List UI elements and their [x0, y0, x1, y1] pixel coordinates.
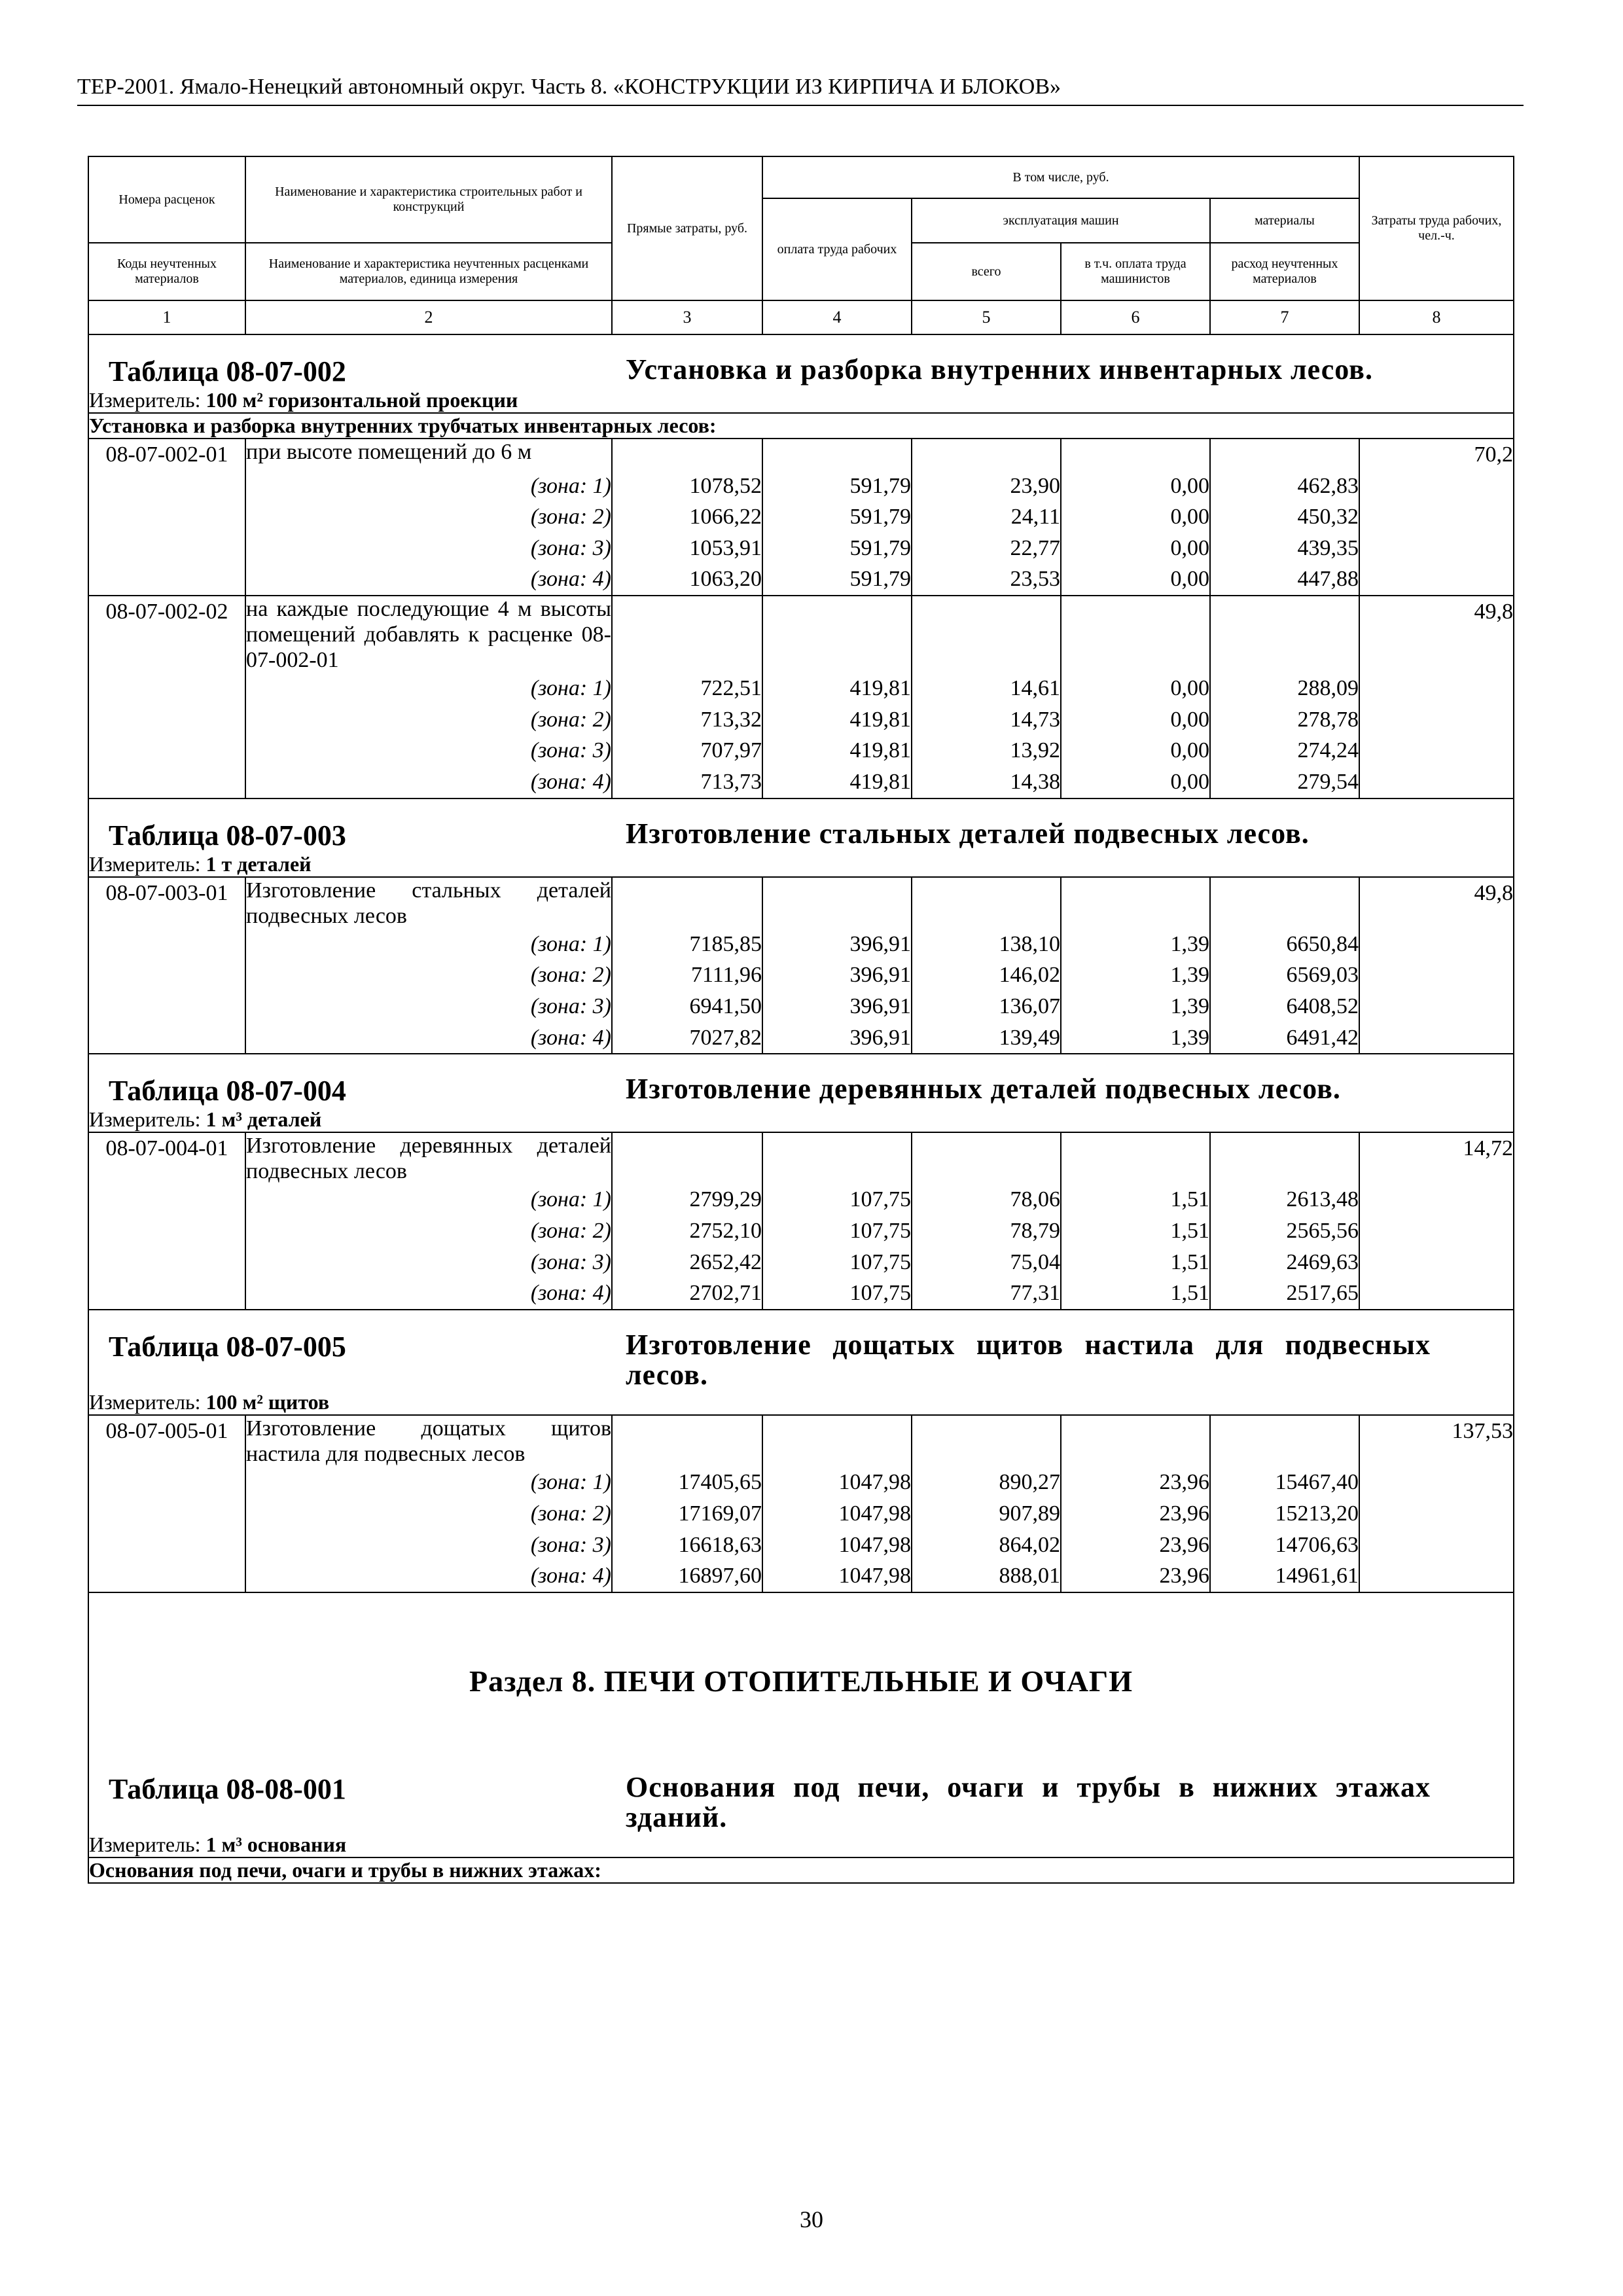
empty-cell	[88, 471, 245, 502]
machines-cost: 138,10	[912, 929, 1061, 960]
unit-value: 1 м³ деталей	[205, 1107, 322, 1132]
machines-cost: 75,04	[912, 1247, 1061, 1278]
table-title-line	[89, 816, 1513, 852]
col-materials-header: материалы	[1210, 198, 1359, 243]
empty-cell	[1359, 1278, 1514, 1310]
col-direct-costs-header: Прямые затраты, руб.	[612, 156, 762, 300]
empty-cell	[1061, 596, 1210, 673]
materials-cost: 15467,40	[1210, 1467, 1359, 1498]
rate-description: на каждые последующие 4 м высоты помещений добавлять к расценке 08-07-002-01	[246, 596, 611, 673]
wages-cost: 107,75	[762, 1215, 912, 1247]
col-number: 5	[912, 300, 1061, 334]
materials-cost: 462,83	[1210, 471, 1359, 502]
zone-label: (зона: 3)	[245, 1530, 612, 1561]
empty-cell	[1359, 1530, 1514, 1561]
wages-cost: 419,81	[762, 673, 912, 704]
table-unit	[88, 852, 1514, 877]
col-number: 3	[612, 300, 762, 334]
empty-cell	[88, 1467, 245, 1498]
empty-cell	[1359, 564, 1514, 596]
col-number: 2	[245, 300, 612, 334]
zone-label: (зона: 3)	[245, 1247, 612, 1278]
drivers-cost: 1,51	[1061, 1247, 1210, 1278]
empty-cell	[88, 501, 245, 533]
table-unit	[88, 1390, 1514, 1415]
unit-value: 100 м² горизонтальной проекции	[205, 388, 518, 412]
table-title	[88, 1327, 1514, 1390]
col-number: 6	[1061, 300, 1210, 334]
empty-cell	[762, 877, 912, 929]
empty-cell	[1359, 960, 1514, 991]
direct-cost: 17169,07	[612, 1498, 762, 1530]
materials-cost: 6491,42	[1210, 1022, 1359, 1054]
empty-cell	[88, 1530, 245, 1561]
col-number: 1	[88, 300, 245, 334]
wages-cost: 591,79	[762, 564, 912, 596]
machines-cost: 146,02	[912, 960, 1061, 991]
direct-cost: 1053,91	[612, 533, 762, 564]
materials-cost: 288,09	[1210, 673, 1359, 704]
empty-cell	[1359, 673, 1514, 704]
table-number: Таблица 08-07-004	[109, 1075, 346, 1107]
wages-cost: 396,91	[762, 960, 912, 991]
table-number: Таблица 08-08-001	[109, 1772, 346, 1805]
machines-cost: 23,90	[912, 471, 1061, 502]
col-drivers-wages-header: в т.ч. оплата труда машинистов	[1061, 243, 1210, 300]
table-name: Изготовление деревянных деталей подвесных лесов.	[626, 1073, 1341, 1105]
direct-cost: 7185,85	[612, 929, 762, 960]
col-material-codes-header: Коды неучтенных материалов	[88, 243, 245, 300]
materials-cost: 274,24	[1210, 735, 1359, 766]
materials-cost: 278,78	[1210, 704, 1359, 736]
table-title-line	[89, 1770, 1513, 1833]
machines-cost: 14,73	[912, 704, 1061, 736]
machines-cost: 139,49	[912, 1022, 1061, 1054]
zone-label: (зона: 4)	[245, 1022, 612, 1054]
unit-label: Измеритель:	[89, 1833, 201, 1857]
zone-label: (зона: 4)	[245, 564, 612, 596]
direct-cost: 6941,50	[612, 991, 762, 1022]
empty-cell	[762, 1415, 912, 1467]
table-title-line	[89, 352, 1513, 388]
machines-cost: 77,31	[912, 1278, 1061, 1310]
materials-cost: 6650,84	[1210, 929, 1359, 960]
machines-cost: 888,01	[912, 1560, 1061, 1592]
wages-cost: 419,81	[762, 704, 912, 736]
direct-cost: 16618,63	[612, 1530, 762, 1561]
drivers-cost: 0,00	[1061, 471, 1210, 502]
materials-cost: 6569,03	[1210, 960, 1359, 991]
table-title	[88, 816, 1514, 852]
direct-cost: 1066,22	[612, 501, 762, 533]
zone-label: (зона: 2)	[245, 501, 612, 533]
labor-cost: 137,53	[1359, 1415, 1514, 1467]
rate-description: при высоте помещений до 6 м	[245, 439, 612, 471]
empty-cell	[1359, 1247, 1514, 1278]
drivers-cost: 0,00	[1061, 673, 1210, 704]
zone-label: (зона: 4)	[245, 1278, 612, 1310]
table-unit	[88, 388, 1514, 413]
rate-code: 08-07-004-01	[88, 1132, 245, 1184]
empty-cell	[1359, 1022, 1514, 1054]
empty-cell	[88, 1215, 245, 1247]
labor-cost: 49,8	[1359, 877, 1514, 929]
empty-cell	[912, 439, 1061, 471]
unit-value: 100 м² щитов	[205, 1390, 330, 1414]
wages-cost: 396,91	[762, 1022, 912, 1054]
empty-cell	[88, 1184, 245, 1215]
empty-cell	[88, 533, 245, 564]
empty-cell	[88, 1022, 245, 1054]
empty-cell	[1359, 533, 1514, 564]
table-subheading: Основания под печи, очаги и трубы в нижних этажах:	[88, 1857, 1514, 1883]
empty-cell	[912, 877, 1061, 929]
table-title	[88, 352, 1514, 388]
empty-cell	[88, 1560, 245, 1592]
empty-cell	[1359, 1215, 1514, 1247]
col-machines-total-header: всего	[912, 243, 1061, 300]
direct-cost: 2702,71	[612, 1278, 762, 1310]
direct-cost: 1078,52	[612, 471, 762, 502]
empty-cell	[88, 960, 245, 991]
zone-label: (зона: 3)	[245, 533, 612, 564]
table-number: Таблица 08-07-003	[109, 819, 346, 852]
drivers-cost: 1,39	[1061, 1022, 1210, 1054]
drivers-cost: 0,00	[1061, 564, 1210, 596]
drivers-cost: 0,00	[1061, 704, 1210, 736]
wages-cost: 1047,98	[762, 1560, 912, 1592]
wages-cost: 107,75	[762, 1278, 912, 1310]
empty-cell	[762, 439, 912, 471]
unit-label: Измеритель:	[89, 1107, 201, 1132]
zone-label: (зона: 3)	[245, 991, 612, 1022]
table-unit	[88, 1833, 1514, 1857]
col-labor-costs-header: Затраты труда рабочих, чел.-ч.	[1359, 156, 1514, 300]
machines-cost: 78,79	[912, 1215, 1061, 1247]
materials-cost: 2613,48	[1210, 1184, 1359, 1215]
col-material-names-header: Наименование и характеристика неучтенных расценками материалов, единица измерения	[245, 243, 612, 300]
rate-description: Изготовление деревянных деталей подвесных лесов	[246, 1134, 611, 1184]
materials-cost: 447,88	[1210, 564, 1359, 596]
zone-label: (зона: 1)	[245, 471, 612, 502]
table-title-line	[89, 1327, 1513, 1390]
page-header: ТЕР-2001. Ямало-Ненецкий автономный округ. Часть 8. «КОНСТРУКЦИИ ИЗ КИРПИЧА И БЛОКОВ»	[77, 75, 1524, 106]
zone-label: (зона: 2)	[245, 1498, 612, 1530]
unit-label: Измеритель:	[89, 852, 201, 876]
table-title	[88, 1071, 1514, 1107]
spacer-cell	[88, 334, 1514, 352]
empty-cell	[612, 877, 762, 929]
wages-cost: 396,91	[762, 991, 912, 1022]
empty-cell	[1359, 929, 1514, 960]
col-machines-header: эксплуатация машин	[912, 198, 1210, 243]
empty-cell	[912, 1415, 1061, 1467]
table-name: Изготовление дощатых щитов настила для подвесных лесов.	[626, 1328, 1431, 1391]
zone-label: (зона: 1)	[245, 1184, 612, 1215]
drivers-cost: 0,00	[1061, 533, 1210, 564]
spacer-cell	[88, 799, 1514, 816]
empty-cell	[88, 1498, 245, 1530]
empty-cell	[1359, 1560, 1514, 1592]
materials-cost: 2517,65	[1210, 1278, 1359, 1310]
unit-value: 1 т деталей	[205, 852, 312, 876]
empty-cell	[88, 1247, 245, 1278]
wages-cost: 1047,98	[762, 1467, 912, 1498]
direct-cost: 17405,65	[612, 1467, 762, 1498]
empty-cell	[88, 766, 245, 798]
rate-code: 08-07-005-01	[88, 1415, 245, 1467]
table-name: Изготовление стальных деталей подвесных лесов.	[626, 817, 1310, 850]
empty-cell	[88, 929, 245, 960]
drivers-cost: 1,51	[1061, 1278, 1210, 1310]
wages-cost: 1047,98	[762, 1498, 912, 1530]
rate-description: Изготовление дощатых щитов настила для подвесных лесов	[246, 1416, 611, 1467]
empty-cell	[88, 673, 245, 704]
empty-cell	[88, 991, 245, 1022]
zone-label: (зона: 4)	[245, 766, 612, 798]
col-wages-header: оплата труда рабочих	[762, 198, 912, 300]
empty-cell	[1359, 735, 1514, 766]
direct-cost: 2752,10	[612, 1215, 762, 1247]
empty-cell	[612, 439, 762, 471]
rate-code: 08-07-003-01	[88, 877, 245, 929]
empty-cell	[1061, 877, 1210, 929]
rate-code: 08-07-002-02	[88, 596, 245, 673]
direct-cost: 722,51	[612, 673, 762, 704]
drivers-cost: 1,51	[1061, 1184, 1210, 1215]
drivers-cost: 23,96	[1061, 1498, 1210, 1530]
machines-cost: 24,11	[912, 501, 1061, 533]
page-number: 30	[800, 2206, 823, 2233]
materials-cost: 14961,61	[1210, 1560, 1359, 1592]
table-number: Таблица 08-07-002	[109, 355, 346, 387]
col-number: 7	[1210, 300, 1359, 334]
direct-cost: 713,73	[612, 766, 762, 798]
table-subheading: Установка и разборка внутренних трубчатых инвентарных лесов:	[88, 413, 1514, 439]
spacer-cell	[88, 1310, 1514, 1327]
machines-cost: 864,02	[912, 1530, 1061, 1561]
empty-cell	[1359, 991, 1514, 1022]
machines-cost: 13,92	[912, 735, 1061, 766]
col-material-consumption-header: расход неучтенных материалов	[1210, 243, 1359, 300]
drivers-cost: 23,96	[1061, 1530, 1210, 1561]
materials-cost: 6408,52	[1210, 991, 1359, 1022]
empty-cell	[1359, 501, 1514, 533]
labor-cost: 14,72	[1359, 1132, 1514, 1184]
drivers-cost: 1,39	[1061, 929, 1210, 960]
materials-cost: 2565,56	[1210, 1215, 1359, 1247]
empty-cell	[1359, 766, 1514, 798]
machines-cost: 78,06	[912, 1184, 1061, 1215]
empty-cell	[88, 735, 245, 766]
col-including-header: В том числе, руб.	[762, 156, 1359, 198]
drivers-cost: 23,96	[1061, 1560, 1210, 1592]
unit-label: Измеритель:	[89, 388, 201, 412]
drivers-cost: 1,39	[1061, 960, 1210, 991]
empty-cell	[1210, 1132, 1359, 1184]
materials-cost: 15213,20	[1210, 1498, 1359, 1530]
empty-cell	[1359, 1184, 1514, 1215]
empty-cell	[1210, 596, 1359, 673]
col-number: 8	[1359, 300, 1514, 334]
empty-cell	[1061, 439, 1210, 471]
materials-cost: 2469,63	[1210, 1247, 1359, 1278]
col-rate-number-header: Номера расценок	[88, 156, 245, 243]
section-title: Раздел 8. ПЕЧИ ОТОПИТЕЛЬНЫЕ И ОЧАГИ	[88, 1593, 1514, 1770]
direct-cost: 2799,29	[612, 1184, 762, 1215]
empty-cell	[612, 1415, 762, 1467]
table-number: Таблица 08-07-005	[109, 1330, 346, 1363]
zone-label: (зона: 2)	[245, 704, 612, 736]
labor-cost: 49,8	[1359, 596, 1514, 673]
zone-label: (зона: 1)	[245, 1467, 612, 1498]
wages-cost: 107,75	[762, 1247, 912, 1278]
direct-cost: 7027,82	[612, 1022, 762, 1054]
empty-cell	[612, 1132, 762, 1184]
table-unit	[88, 1107, 1514, 1132]
empty-cell	[1359, 1498, 1514, 1530]
table-name: Установка и разборка внутренних инвентарных лесов.	[626, 353, 1373, 386]
materials-cost: 279,54	[1210, 766, 1359, 798]
col-work-name-header: Наименование и характеристика строительных работ и конструкций	[245, 156, 612, 243]
unit-label: Измеритель:	[89, 1390, 201, 1414]
empty-cell	[88, 704, 245, 736]
wages-cost: 419,81	[762, 766, 912, 798]
wages-cost: 591,79	[762, 501, 912, 533]
zone-label: (зона: 3)	[245, 735, 612, 766]
materials-cost: 450,32	[1210, 501, 1359, 533]
drivers-cost: 0,00	[1061, 501, 1210, 533]
empty-cell	[1359, 471, 1514, 502]
rate-code: 08-07-002-01	[88, 439, 245, 471]
machines-cost: 136,07	[912, 991, 1061, 1022]
machines-cost: 890,27	[912, 1467, 1061, 1498]
table-title-line	[89, 1071, 1513, 1107]
zone-label: (зона: 2)	[245, 960, 612, 991]
wages-cost: 419,81	[762, 735, 912, 766]
spacer-cell	[88, 1054, 1514, 1071]
empty-cell	[1359, 704, 1514, 736]
empty-cell	[1061, 1415, 1210, 1467]
wages-cost: 591,79	[762, 533, 912, 564]
empty-cell	[762, 596, 912, 673]
empty-cell	[1061, 1132, 1210, 1184]
drivers-cost: 23,96	[1061, 1467, 1210, 1498]
empty-cell	[762, 1132, 912, 1184]
rates-table	[88, 156, 1514, 1884]
machines-cost: 14,38	[912, 766, 1061, 798]
machines-cost: 22,77	[912, 533, 1061, 564]
labor-cost: 70,2	[1359, 439, 1514, 471]
machines-cost: 23,53	[912, 564, 1061, 596]
zone-label: (зона: 1)	[245, 929, 612, 960]
materials-cost: 439,35	[1210, 533, 1359, 564]
direct-cost: 707,97	[612, 735, 762, 766]
empty-cell	[912, 596, 1061, 673]
wages-cost: 591,79	[762, 471, 912, 502]
direct-cost: 16897,60	[612, 1560, 762, 1592]
materials-cost: 14706,63	[1210, 1530, 1359, 1561]
drivers-cost: 1,51	[1061, 1215, 1210, 1247]
rate-description: Изготовление стальных деталей подвесных лесов	[246, 878, 611, 928]
empty-cell	[912, 1132, 1061, 1184]
col-number: 4	[762, 300, 912, 334]
wages-cost: 107,75	[762, 1184, 912, 1215]
table-name: Основания под печи, очаги и трубы в нижних этажах зданий.	[626, 1770, 1431, 1833]
empty-cell	[88, 1278, 245, 1310]
drivers-cost: 0,00	[1061, 766, 1210, 798]
direct-cost: 2652,42	[612, 1247, 762, 1278]
machines-cost: 14,61	[912, 673, 1061, 704]
empty-cell	[1210, 439, 1359, 471]
drivers-cost: 1,39	[1061, 991, 1210, 1022]
unit-value: 1 м³ основания	[205, 1833, 347, 1857]
machines-cost: 907,89	[912, 1498, 1061, 1530]
direct-cost: 713,32	[612, 704, 762, 736]
zone-label: (зона: 1)	[245, 673, 612, 704]
direct-cost: 7111,96	[612, 960, 762, 991]
direct-cost: 1063,20	[612, 564, 762, 596]
empty-cell	[612, 596, 762, 673]
zone-label: (зона: 2)	[245, 1215, 612, 1247]
empty-cell	[88, 564, 245, 596]
drivers-cost: 0,00	[1061, 735, 1210, 766]
wages-cost: 396,91	[762, 929, 912, 960]
wages-cost: 1047,98	[762, 1530, 912, 1561]
empty-cell	[1359, 1467, 1514, 1498]
empty-cell	[1210, 1415, 1359, 1467]
zone-label: (зона: 4)	[245, 1560, 612, 1592]
table-title	[88, 1770, 1514, 1833]
empty-cell	[1210, 877, 1359, 929]
